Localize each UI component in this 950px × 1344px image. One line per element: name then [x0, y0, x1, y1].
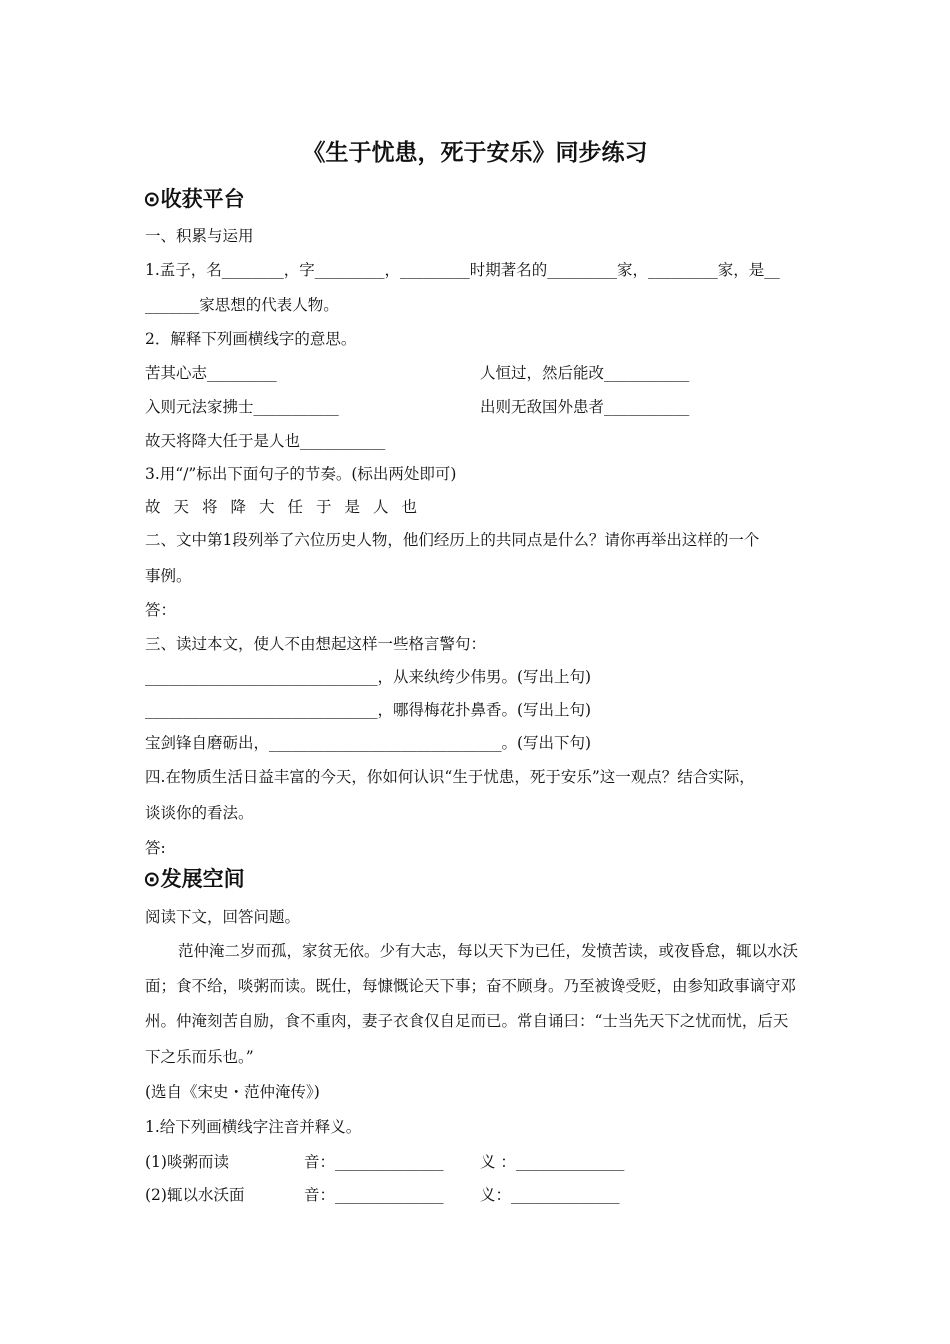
- question-1-line-2: _______家思想的代表人物。: [145, 296, 339, 314]
- question-3: 3.用“/”标出下面句子的节奏。(标出两处即可): [145, 465, 457, 483]
- pinyin-item-2-label: (2)辄以水沃面: [145, 1186, 245, 1204]
- part1-heading: 一、积累与运用: [145, 227, 254, 245]
- part2-line-1: 二、文中第1段列举了六位历史人物，他们经历上的共同点是什么？请你再举出这样的一个: [145, 531, 760, 549]
- part4-line-2: 谈谈你的看法。: [145, 804, 254, 822]
- passage-line-4: 下之乐而乐也。”: [145, 1048, 254, 1066]
- section-heading-development: ⊙发展空间: [143, 867, 245, 891]
- pinyin-item-2-meaning: 义：______________: [480, 1186, 620, 1204]
- pinyin-item-1-meaning: 义 ：______________: [480, 1153, 625, 1171]
- part3-heading: 三、读过本文，使人不由想起这样一些格言警句：: [145, 635, 487, 653]
- question-pinyin: 1.给下列画横线字注音并释义。: [145, 1118, 362, 1136]
- part4-line-1: 四.在物质生活日益丰富的今天，你如何认识“生于忧患，死于安乐”这一观点？结合实际，: [145, 768, 755, 786]
- pinyin-item-1-sound: 音：______________: [304, 1153, 444, 1171]
- answer-label: 答：: [145, 601, 177, 619]
- passage-source: (选自《宋史・范仲淹传》): [145, 1083, 320, 1101]
- pinyin-item-1-label: (1)啖粥而读: [145, 1153, 229, 1171]
- q2-item-5: 故天将降大任于是人也___________: [145, 432, 386, 450]
- part3-item-3: 宝剑锋自磨砺出，______________________________。(写出下句): [145, 734, 592, 752]
- passage-line-2: 面；食不给，啖粥而读。既仕，每慷慨论天下事；奋不顾身。乃至被谗受贬，由参知政事谪守邓: [145, 977, 797, 995]
- part3-item-2: ______________________________，哪得梅花扑鼻香。(写出上句): [145, 701, 592, 719]
- document-title: 《生于忧患，死于安乐》同步练习: [302, 140, 648, 166]
- section-heading-harvest: ⊙收获平台: [143, 187, 245, 211]
- q2-item-2: 人恒过，然后能改___________: [480, 364, 690, 382]
- q2-item-3: 入则元法家拂士___________: [145, 398, 339, 416]
- q2-item-1: 苦其心志_________: [145, 364, 277, 382]
- question-1-line-1: 1.孟子，名________，字_________，_________时期著名的_________家，_________家，是__: [145, 261, 780, 279]
- answer-label-2: 答:: [145, 839, 166, 857]
- question-2: 2．解释下列画横线字的意思。: [145, 330, 357, 348]
- reading-intro: 阅读下文，回答问题。: [145, 908, 301, 926]
- passage-line-3: 州。仲淹刻苦自励，食不重肉，妻子衣食仅自足而已。常自诵曰：“士当先天下之忧而忧，后天: [145, 1012, 789, 1030]
- q2-item-4: 出则无敌国外患者___________: [480, 398, 690, 416]
- passage-line-1: 范仲淹二岁而孤，家贫无依。少有大志，每以天下为已任，发愤苦读，或夜昏怠，辄以水沃: [178, 942, 799, 960]
- pinyin-item-2-sound: 音：______________: [304, 1186, 444, 1204]
- q3-sentence: 故天将降大任于是人也: [145, 498, 431, 516]
- part2-line-2: 事例。: [145, 567, 192, 585]
- part3-item-1: ______________________________，从来纨绔少伟男。(写出上句): [145, 668, 592, 686]
